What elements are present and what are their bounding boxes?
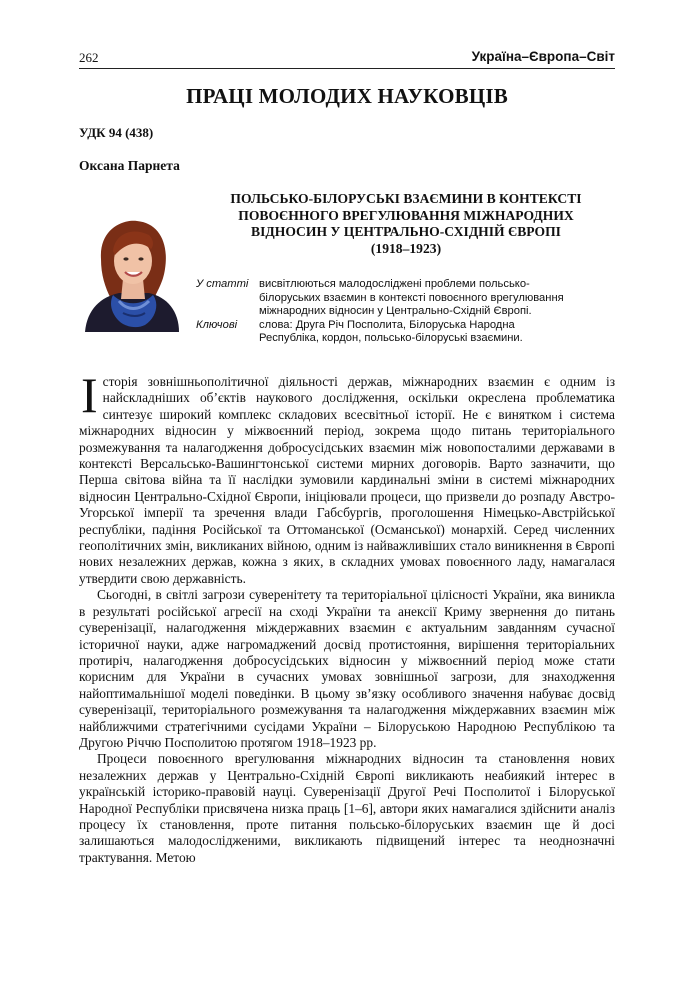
abstract-text: висвітлюються малодосліджені проблеми польсько- — [259, 278, 530, 290]
body-paragraph — [79, 367, 615, 587]
body-paragraph-text: сторія зовнішньополітичної діяльності держав, міжнародних взаємин є одним із найскладніших об’єктів наукового дослідження, оскільки окреслена проблематика синтезує широкий комплекс складових всесвітньої історії. Не є винятком і система міжнародних відносин у міжвоєнний період, зокрема щодо питань територіального розмежування та налагодження добросусідських взаємин між новопосталими державами в контексті Версальсько-Вашингтонської системи мирних договорів. Варто зазначити, що Перша світова війна та її наслідки зумовили кардинальні зміни в системі міжнародних відносин Центрально-Східної Європи, ініціювали процеси, що призвели до розпаду Австро-Угорської імперії та зречення влади Габсбургів, проголошення Німецько-Австрійської республіки, падіння Російської та Оттоманської (Османської) монархій. Серед численних геополітичних змін, викликаних війною, одним із найважливіших стало виникнення в Європі нових незалежних держав, кожна з яких, в складних умовах повоєнного ладу, намагалася утвердити свою державність. — [79, 374, 615, 586]
abstract-label: У статті — [196, 278, 249, 290]
keywords-label: Ключові — [196, 318, 238, 331]
article-title-line: ПОЛЬСЬКО-БІЛОРУСЬКІ ВЗАЄМИНИ В КОНТЕКСТІ — [230, 191, 582, 206]
keywords-text: слова: Друга Річ Посполита, Білоруська Народна — [259, 318, 515, 331]
page-number: 262 — [79, 50, 99, 65]
body-paragraph: Сьогодні, в світлі загрози суверенітету та територіальної цілісності України, яка виникла в результаті російської агресії на сході України та анексії Криму звернення до питань суверенізації, налагодження міждержавних взаємин є актуальним завданням сучасної історичної науки, адже нагромаджений досвід протистояння, вирішення територіальних протиріч, налагодження добросусідських відносин у міжвоєнний період може стати корисним для України в сучасних умовах зовнішньої загрози, для знаходження найоптимальнішої моделі поведінки. В цьому зв’язку особливого значення набуває досвід суверенізації, територіального розмежування та налагодження міждержавних взаємин між найближчими стратегічними сусідами України – Білоруською Народною Республікою та Другою Річчю Посполитою протягом 1918–1923 рр. — [79, 587, 615, 750]
udc-code: УДК 94 (438) — [79, 125, 154, 140]
header-rule — [79, 68, 615, 69]
body-paragraph: Процеси повоєнного врегулювання міжнародних відносин та становлення нових незалежних держав у Центрально-Східній Європі викликають неабиякий інтерес в українській історико-правовій науці. Суверенізації Другої Речі Посполитої і Білоруської Народної Республіки присвячена низка праць [1–6], автори яких намагалися здійснити аналіз процесу їх становлення, проте питання польсько-білоруських взаємин ще й досі залишаються малодослідженими, викликають підвищений інтерес та неоднозначні трактування. Метою — [79, 751, 615, 865]
article-title-line: ВІДНОСИН У ЦЕНТРАЛЬНО-СХІДНІЙ ЄВРОПІ — [251, 224, 561, 239]
keywords-text: Республіка, кордон, польсько-білоруські взаємини. — [259, 332, 523, 344]
author-photo — [79, 217, 183, 332]
article-title-line: ПОВОЄННОГО ВРЕГУЛЮВАННЯ МІЖНАРОДНИХ — [238, 207, 574, 223]
author-name: Оксана Парнета — [79, 158, 180, 173]
article-title — [194, 191, 618, 257]
article-title-line: (1918–1923) — [370, 240, 442, 256]
abstract-text: міжнародних відносин у Центрально-Східній Європі. — [259, 305, 532, 317]
running-header — [79, 46, 615, 68]
article-body — [79, 367, 615, 866]
section-title: ПРАЦІ МОЛОДИХ НАУКОВЦІВ — [186, 84, 508, 108]
abstract — [196, 278, 616, 346]
journal-title: Україна–Європа–Світ — [471, 49, 615, 64]
abstract-text: білоруських взаємин в контексті повоєнного врегулювання — [259, 291, 564, 304]
drop-cap: І — [81, 367, 98, 423]
